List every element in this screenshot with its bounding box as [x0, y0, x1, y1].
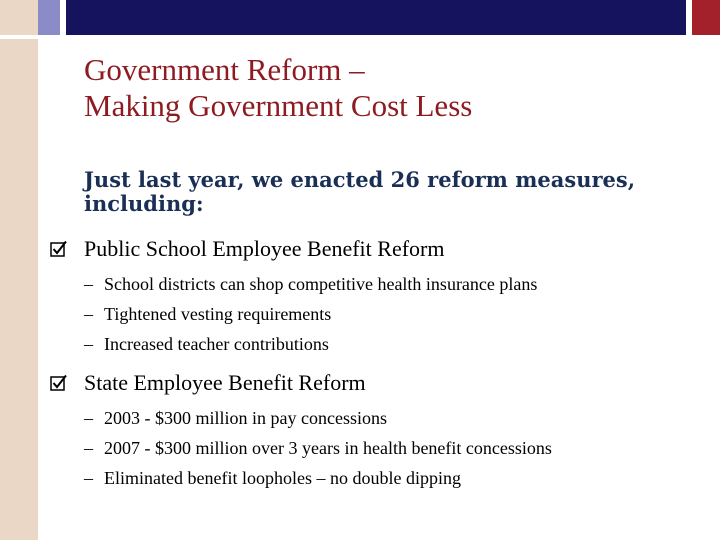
sub-item-text: 2007 - $300 million over 3 years in health benefit concessions: [104, 438, 552, 458]
top-bar-lavender-block: [38, 0, 60, 35]
sub-item-text: School districts can shop competitive health insurance plans: [104, 274, 538, 294]
sub-item: [84, 468, 704, 489]
sub-item-text: Eliminated benefit loopholes – no double dipping: [104, 468, 461, 488]
title-line-1: Government Reform –: [84, 52, 365, 87]
sub-item: [84, 274, 704, 295]
left-decorative-bar: [0, 0, 38, 540]
top-bar-navy-block: [66, 0, 686, 35]
top-divider: [38, 35, 720, 39]
checkbox-checked-icon: [50, 240, 68, 258]
title-line-2: Making Government Cost Less: [84, 88, 473, 123]
sub-item-text: Increased teacher contributions: [104, 334, 329, 354]
bullet-label: State Employee Benefit Reform: [84, 370, 366, 395]
dash-marker: –: [84, 468, 93, 488]
dash-marker: –: [84, 274, 93, 294]
top-bar-red-block: [692, 0, 720, 35]
checkbox-checked-icon: [50, 374, 68, 392]
dash-marker: –: [84, 408, 93, 428]
intro-text: Just last year, we enacted 26 reform measures, including:: [84, 167, 636, 216]
sub-item-text: Tightened vesting requirements: [104, 304, 332, 324]
dash-marker: –: [84, 334, 93, 354]
sub-item: [84, 438, 704, 459]
bullet-public-school-reform: [50, 236, 690, 262]
sub-item: [84, 408, 704, 429]
bullet-label: Public School Employee Benefit Reform: [84, 236, 445, 261]
sub-item: [84, 334, 704, 355]
dash-marker: –: [84, 304, 93, 324]
slide-title: [84, 52, 684, 124]
sub-item: [84, 304, 704, 325]
sub-item-text: 2003 - $300 million in pay concessions: [104, 408, 387, 428]
bullet-state-employee-reform: [50, 370, 690, 396]
dash-marker: –: [84, 438, 93, 458]
